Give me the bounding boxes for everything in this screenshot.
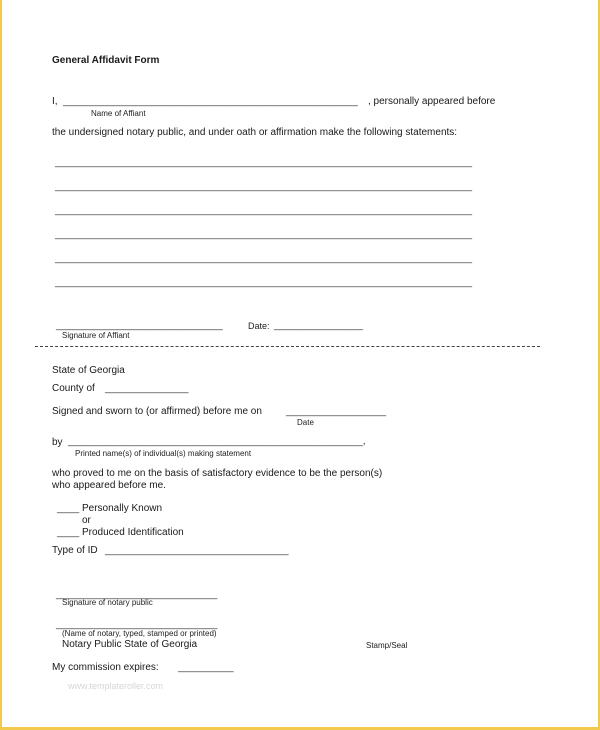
state-label: State of Georgia [52, 365, 125, 376]
statement-intro: the undersigned notary public, and under oath or affirmation make the following statements: [52, 127, 458, 138]
section-divider [35, 346, 540, 347]
or-label: or [82, 515, 91, 526]
id-type-label: Type of ID [52, 545, 98, 556]
printed-names-caption: Printed name(s) of individual(s) making statement [75, 449, 252, 458]
affiant-signature-caption: Signature of Affiant [62, 331, 130, 340]
county-field[interactable]: _______________ [105, 383, 189, 394]
notary-signature-caption: Signature of notary public [62, 598, 153, 607]
statement-line[interactable]: ___________________________________________________________________________ [55, 253, 473, 264]
notary-name-caption: (Name of notary, typed, stamped or printed) [62, 629, 217, 638]
watermark: www.templateroller.com [68, 681, 164, 691]
sworn-text: Signed and sworn to (or affirmed) before me on [52, 406, 262, 417]
affiant-caption: Name of Affiant [91, 109, 146, 118]
sworn-date-caption: Date [297, 418, 314, 427]
statement-line[interactable]: ___________________________________________________________________________ [55, 205, 473, 216]
affiant-prefix: I, [52, 96, 58, 107]
county-label: County of [52, 383, 95, 394]
proof-line-1: who proved to me on the basis of satisfactory evidence to be the person(s) [52, 468, 383, 479]
notary-name-field[interactable]: _____________________________ [56, 619, 218, 630]
affiant-signature-field[interactable]: ______________________________ [56, 320, 223, 331]
affiant-suffix: , personally appeared before [368, 96, 496, 107]
printed-names-field[interactable]: _____________________________________________________, [68, 436, 366, 447]
statement-line[interactable]: ___________________________________________________________________________ [55, 229, 473, 240]
notary-signature-field[interactable]: _____________________________ [56, 589, 218, 600]
stamp-seal-label: Stamp/Seal [366, 641, 408, 650]
statement-line[interactable]: ___________________________________________________________________________ [55, 157, 473, 168]
id-type-field[interactable]: _________________________________ [105, 545, 289, 556]
statement-line[interactable]: ___________________________________________________________________________ [55, 277, 473, 288]
personally-known-label: Personally Known [82, 503, 163, 514]
date-label: Date: [248, 321, 270, 331]
notary-public-label: Notary Public State of Georgia [62, 639, 198, 650]
by-label: by [52, 437, 63, 448]
statement-line[interactable]: ___________________________________________________________________________ [55, 181, 473, 192]
proof-line-2: who appeared before me. [52, 480, 166, 491]
commission-label: My commission expires: [52, 662, 159, 673]
commission-date-field[interactable]: __________ [178, 662, 234, 673]
produced-id-label: Produced Identification [82, 527, 184, 538]
sworn-date-field[interactable]: __________________ [286, 406, 387, 417]
affiant-date-field[interactable]: ________________ [274, 320, 363, 331]
affiant-name-field[interactable]: _____________________________________________________ [63, 96, 358, 107]
personally-known-blank[interactable]: ____ [57, 503, 80, 514]
form-title: General Affidavit Form [52, 55, 160, 66]
produced-id-blank[interactable]: ____ [57, 527, 80, 538]
